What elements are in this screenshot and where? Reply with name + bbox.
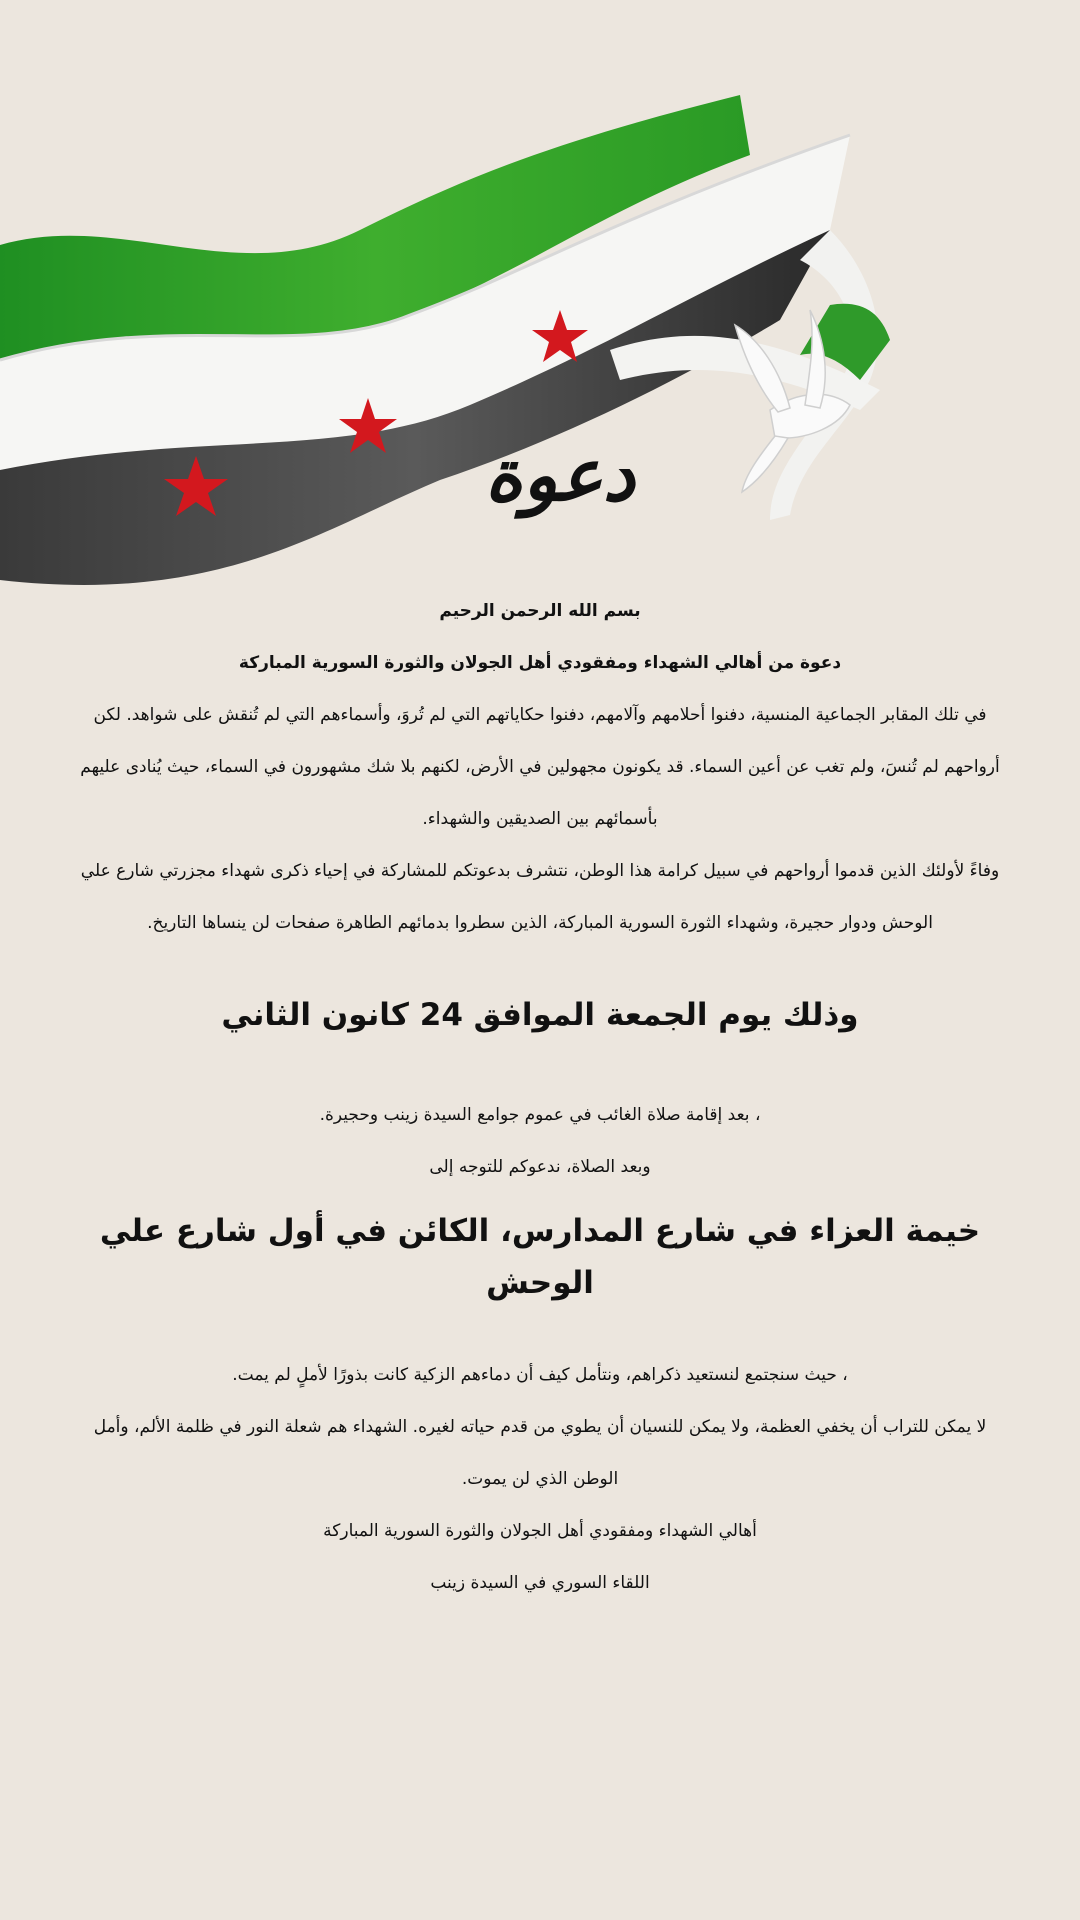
- flag-banner: [0, 60, 1080, 620]
- after-prayer-line: وبعد الصلاة، ندعوكم للتوجه إلى: [429, 1157, 651, 1177]
- invitation-body: [70, 585, 1010, 1609]
- basmala: بسم الله الرحمن الرحيم: [439, 601, 641, 621]
- date-line: وذلك يوم الجمعة الموافق 24 كانون الثاني: [221, 997, 859, 1033]
- paragraph-2: وفاءً لأولئك الذين قدموا أرواحهم في سبيل كرامة هذا الوطن، نتشرف بدعوتكم للمشاركة في إحياء ذكرى شهداء مجزرتي شارع علي الوحش ودوار حجيرة، وشهداء الثورة السورية المباركة، الذين سطروا بدمائهم الطاهرة صفحات لن ينساها التاريخ.: [80, 861, 1000, 933]
- prayer-line: ، بعد إقامة صلاة الغائب في عموم جوامع السيدة زينب وحجيرة.: [319, 1105, 761, 1125]
- paragraph-3: لا يمكن للتراب أن يخفي العظمة، ولا يمكن للنسيان أن يطوي من قدم حياته لغيره. الشهداء هم شعلة النور في ظلمة الألم، وأمل الوطن الذي لن يموت.: [93, 1417, 987, 1489]
- gather-line: ، حيث سنجتمع لنستعيد ذكراهم، ونتأمل كيف أن دماءهم الزكية كانت بذورًا لأملٍ لم يمت.: [232, 1365, 848, 1385]
- invitation-title: دعوة: [485, 432, 635, 517]
- paragraph-1: في تلك المقابر الجماعية المنسية، دفنوا أحلامهم وآلامهم، دفنوا حكاياتهم التي لم تُروَ، وأسماءهم التي لم تُنقش على شواهد. لكن أرواحهم لم تُنسَ، ولم تغب عن أعين السماء. قد يكونون مجهولين في الأرض، لكنهم بلا شك مشهورون في السماء، حيث يُنادى عليهم بأسمائهم بين الصديقين والشهداء.: [80, 705, 1000, 829]
- signature-organization: اللقاء السوري في السيدة زينب: [430, 1573, 650, 1593]
- tent-location: خيمة العزاء في شارع المدارس، الكائن في أول شارع علي الوحش: [99, 1213, 981, 1301]
- signature-families: أهالي الشهداء ومفقودي أهل الجولان والثورة السورية المباركة: [323, 1521, 757, 1541]
- from-line: دعوة من أهالي الشهداء ومفقودي أهل الجولان والثورة السورية المباركة: [238, 653, 842, 673]
